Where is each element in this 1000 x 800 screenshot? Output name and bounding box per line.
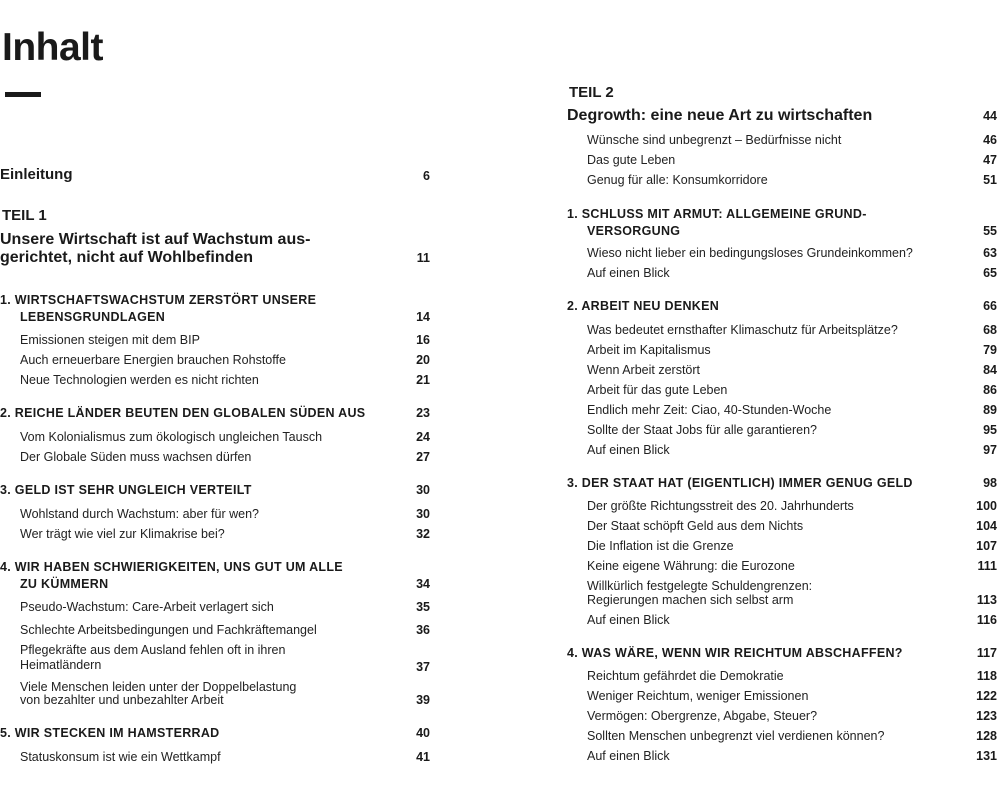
toc-page-number: 123 xyxy=(976,709,997,723)
toc-entry[interactable] xyxy=(567,539,997,554)
toc-entry[interactable] xyxy=(567,246,997,261)
chapter-title: 5. WIR STECKEN IM HAMSTERRAD xyxy=(0,726,220,740)
toc-entry[interactable] xyxy=(567,363,997,378)
toc-page-number: 51 xyxy=(983,173,997,187)
toc-entry-label: Das gute Leben xyxy=(587,153,676,167)
toc-entry-label-line2: Regierungen machen sich selbst arm xyxy=(587,593,794,607)
chapter-title: 3. GELD IST SEHR UNGLEICH VERTEILT xyxy=(0,483,252,497)
toc-page-number: 27 xyxy=(416,450,430,464)
part-label: TEIL 2 xyxy=(569,84,614,101)
toc-entry-label: Neue Technologien werden es nicht richten xyxy=(20,373,259,387)
chapter-title-line2: VERSORGUNG xyxy=(587,224,681,238)
toc-entry[interactable] xyxy=(567,266,997,281)
toc-page-number: 55 xyxy=(983,224,997,238)
toc-chapter[interactable] xyxy=(567,207,997,239)
toc-entry[interactable] xyxy=(567,403,997,418)
toc-page-number: 86 xyxy=(983,383,997,397)
toc-entry-label: Vom Kolonialismus zum ökologisch ungleichen Tausch xyxy=(20,430,323,444)
toc-entry[interactable] xyxy=(0,333,430,348)
toc-entry-label: Endlich mehr Zeit: Ciao, 40-Stunden-Woche xyxy=(587,403,832,417)
toc-page-number: 107 xyxy=(976,539,997,553)
toc-page-number: 34 xyxy=(416,577,430,591)
chapter-title-line2: LEBENSGRUNDLAGEN xyxy=(20,310,166,324)
toc-page-number: 100 xyxy=(976,499,997,513)
toc-page-number: 23 xyxy=(416,406,430,420)
toc-page-number: 122 xyxy=(976,689,997,703)
toc-entry-label: Einleitung xyxy=(0,166,73,183)
toc-entry[interactable] xyxy=(567,729,997,744)
toc-page-number: 63 xyxy=(983,246,997,260)
toc-page-number: 36 xyxy=(416,623,430,637)
toc-entry-label: Der Globale Süden muss wachsen dürfen xyxy=(20,450,252,464)
toc-entry[interactable] xyxy=(0,681,430,708)
toc-page-number: 66 xyxy=(983,299,997,313)
toc-page-number: 65 xyxy=(983,266,997,280)
toc-entry-label: Keine eigene Währung: die Eurozone xyxy=(587,559,795,573)
toc-entry-label: Wohlstand durch Wachstum: aber für wen? xyxy=(20,507,260,521)
toc-entry-label: Arbeit für das gute Leben xyxy=(587,383,728,397)
toc-entry-label: Der größte Richtungsstreit des 20. Jahrhunderts xyxy=(587,499,854,513)
toc-entry[interactable] xyxy=(0,643,430,675)
toc-entry[interactable] xyxy=(567,133,997,148)
toc-page-number: 41 xyxy=(416,750,430,764)
toc-entry-label: Wer trägt wie viel zur Klimakrise bei? xyxy=(20,527,225,541)
toc-entry-label: Weniger Reichtum, weniger Emissionen xyxy=(587,689,809,703)
toc-entry[interactable] xyxy=(567,443,997,458)
toc-entry[interactable] xyxy=(0,450,430,465)
toc-page-number: 128 xyxy=(976,729,997,743)
toc-entry[interactable] xyxy=(0,353,430,368)
toc-entry-label: Auf einen Blick xyxy=(587,749,670,763)
toc-entry-label: Der Staat schöpft Geld aus dem Nichts xyxy=(587,519,804,533)
toc-page-number: 6 xyxy=(423,169,430,183)
toc-page-number: 95 xyxy=(983,423,997,437)
toc-entry-label-line1: Viele Menschen leiden unter der Doppelbelastung xyxy=(20,680,297,694)
toc-entry[interactable] xyxy=(0,430,430,445)
toc-entry[interactable] xyxy=(0,507,430,522)
toc-page-number: 16 xyxy=(416,333,430,347)
toc-entry-label: Vermögen: Obergrenze, Abgabe, Steuer? xyxy=(587,709,818,723)
toc-page-number: 30 xyxy=(416,507,430,521)
toc-page-number: 44 xyxy=(983,109,997,123)
chapter-title-line1: 1. SCHLUSS MIT ARMUT: ALLGEMEINE GRUND- xyxy=(567,207,867,221)
toc-page-number: 79 xyxy=(983,343,997,357)
chapter-title: 4. WAS WÄRE, WENN WIR REICHTUM ABSCHAFFEN? xyxy=(567,646,903,660)
toc-page-number: 68 xyxy=(983,323,997,337)
toc-page-number: 111 xyxy=(977,559,997,573)
toc-entry[interactable] xyxy=(567,323,997,338)
toc-entry-label-line1: Pflegekräfte aus dem Ausland fehlen oft in ihren xyxy=(20,643,286,657)
toc-entry[interactable] xyxy=(0,750,430,765)
chapter-title-line2: ZU KÜMMERN xyxy=(20,577,109,591)
toc-entry-label: Wenn Arbeit zerstört xyxy=(587,363,701,377)
toc-chapter[interactable] xyxy=(0,726,430,741)
toc-chapter[interactable] xyxy=(567,299,997,314)
toc-entry-label: Sollte der Staat Jobs für alle garantieren? xyxy=(587,423,817,437)
toc-entry[interactable] xyxy=(567,343,997,358)
toc-page-number: 98 xyxy=(983,476,997,490)
toc-entry-label: Reichtum gefährdet die Demokratie xyxy=(587,669,784,683)
toc-page-number: 97 xyxy=(983,443,997,457)
toc-page-number: 46 xyxy=(983,133,997,147)
toc-part-title[interactable] xyxy=(567,107,997,125)
toc-page-number: 21 xyxy=(416,373,430,387)
toc-entry-label: Auf einen Blick xyxy=(587,266,670,280)
toc-entry[interactable] xyxy=(567,499,997,514)
chapter-title: 3. DER STAAT HAT (EIGENTLICH) IMMER GENUG GELD xyxy=(567,476,913,490)
page-title: Inhalt xyxy=(2,26,103,69)
toc-entry-label: Arbeit im Kapitalismus xyxy=(587,343,711,357)
chapter-title: 2. REICHE LÄNDER BEUTEN DEN GLOBALEN SÜDEN AUS xyxy=(0,406,366,420)
toc-entry-label: Emissionen steigen mit dem BIP xyxy=(20,333,200,347)
toc-page-number: 20 xyxy=(416,353,430,367)
toc-entry[interactable] xyxy=(0,623,430,638)
toc-entry-label: Auf einen Blick xyxy=(587,443,670,457)
toc-entry[interactable] xyxy=(0,373,430,388)
toc-page-number: 118 xyxy=(976,669,997,683)
toc-page-number: 89 xyxy=(983,403,997,417)
toc-entry-label: Auch erneuerbare Energien brauchen Rohstoffe xyxy=(20,353,286,367)
part-title-line2: gerichtet, nicht auf Wohlbefinden xyxy=(0,249,254,266)
toc-entry-label: Pseudo-Wachstum: Care-Arbeit verlagert sich xyxy=(20,600,274,614)
toc-chapter[interactable] xyxy=(0,406,430,421)
toc-entry-label: Sollten Menschen unbegrenzt viel verdienen können? xyxy=(587,729,885,743)
toc-entry[interactable] xyxy=(567,749,997,764)
toc-page-number: 84 xyxy=(983,363,997,377)
part-label: TEIL 1 xyxy=(2,207,47,224)
toc-entry-label: Wünsche sind unbegrenzt – Bedürfnisse nicht xyxy=(587,133,842,147)
toc-entry[interactable] xyxy=(567,559,997,574)
toc-entry-label: Die Inflation ist die Grenze xyxy=(587,539,734,553)
chapter-title-line1: 1. WIRTSCHAFTSWACHSTUM ZERSTÖRT UNSERE xyxy=(0,293,317,307)
toc-entry-label: Statuskonsum ist wie ein Wettkampf xyxy=(20,750,221,764)
toc-entry[interactable] xyxy=(567,689,997,704)
toc-part-title[interactable] xyxy=(0,231,430,267)
toc-page-number: 113 xyxy=(976,593,997,607)
part-title-line1: Unsere Wirtschaft ist auf Wachstum aus- xyxy=(0,231,311,248)
part-title: Degrowth: eine neue Art zu wirtschaften xyxy=(567,107,873,124)
toc-entry[interactable] xyxy=(567,173,997,188)
toc-entry-label: Was bedeutet ernsthafter Klimaschutz für Arbeitsplätze? xyxy=(587,323,898,337)
toc-page-number: 40 xyxy=(416,726,430,740)
toc-entry[interactable] xyxy=(567,613,997,628)
toc-entry[interactable] xyxy=(567,580,997,608)
toc-entry-label-line1: Willkürlich festgelegte Schuldengrenzen: xyxy=(587,579,813,593)
toc-entry-label: Schlechte Arbeitsbedingungen und Fachkräftemangel xyxy=(20,623,317,637)
toc-chapter[interactable] xyxy=(567,476,997,491)
toc-entry-label-line2: von bezahlter und unbezahlter Arbeit xyxy=(20,693,224,707)
toc-page-number: 104 xyxy=(976,519,997,533)
toc-entry[interactable] xyxy=(567,709,997,724)
toc-chapter[interactable] xyxy=(0,560,430,592)
chapter-title-line1: 4. WIR HABEN SCHWIERIGKEITEN, UNS GUT UM ALLE xyxy=(0,560,343,574)
toc-page-number: 47 xyxy=(983,153,997,167)
toc-page-number: 131 xyxy=(976,749,997,763)
toc-page-number: 35 xyxy=(416,600,430,614)
toc-chapter[interactable] xyxy=(567,646,997,661)
toc-page-number: 117 xyxy=(976,646,997,660)
chapter-title: 2. ARBEIT NEU DENKEN xyxy=(567,299,720,313)
toc-page-number: 39 xyxy=(416,693,430,707)
toc-entry-label: Auf einen Blick xyxy=(587,613,670,627)
toc-entry[interactable] xyxy=(0,527,430,542)
toc-chapter[interactable] xyxy=(0,293,430,325)
toc-entry-label: Genug für alle: Konsumkorridore xyxy=(587,173,768,187)
title-rule xyxy=(5,92,41,97)
toc-entry[interactable] xyxy=(567,519,997,534)
toc-entry[interactable] xyxy=(567,153,997,168)
toc-page-number: 37 xyxy=(416,660,430,674)
toc-entry-label: Wieso nicht lieber ein bedingungsloses Grundeinkommen? xyxy=(587,246,913,260)
toc-page-number: 30 xyxy=(416,483,430,497)
toc-entry[interactable] xyxy=(567,383,997,398)
toc-page-number: 11 xyxy=(416,251,430,265)
toc-entry[interactable] xyxy=(567,669,997,684)
toc-page-number: 24 xyxy=(416,430,430,444)
toc-chapter[interactable] xyxy=(0,483,430,498)
toc-entry-label-line2: Heimatländern xyxy=(20,658,102,672)
toc-page-number: 116 xyxy=(976,613,997,627)
toc-entry[interactable] xyxy=(0,600,430,615)
toc-page-number: 14 xyxy=(416,310,430,324)
toc-entry[interactable] xyxy=(567,423,997,438)
toc-entry-intro[interactable] xyxy=(0,166,430,184)
toc-page-number: 32 xyxy=(416,527,430,541)
